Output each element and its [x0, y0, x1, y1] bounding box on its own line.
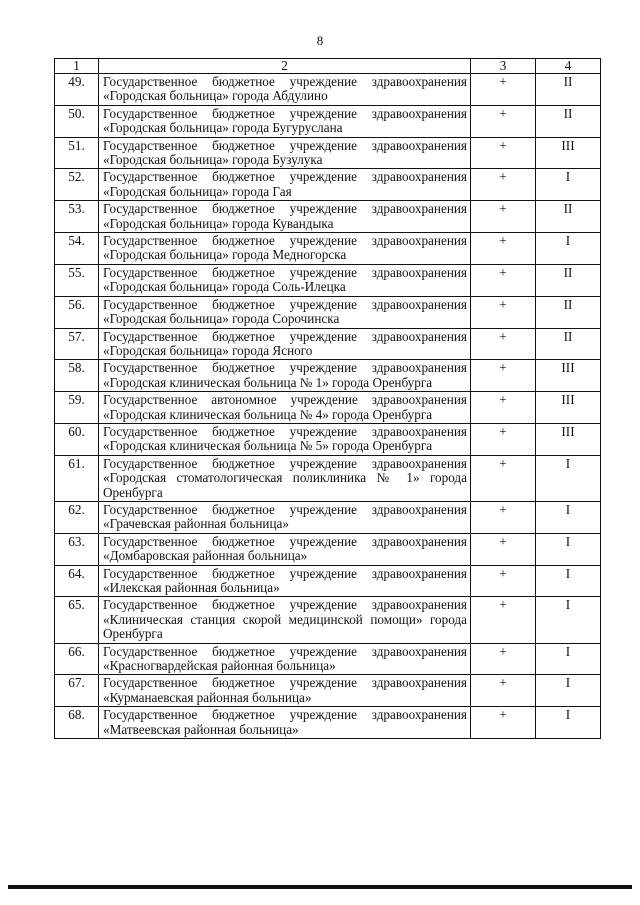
category-cell: I	[536, 643, 601, 675]
row-number: 57.	[55, 328, 99, 360]
category-cell: I	[536, 233, 601, 265]
row-number: 67.	[55, 675, 99, 707]
mark-cell: +	[471, 169, 536, 201]
table-row	[55, 296, 601, 328]
category-cell: I	[536, 565, 601, 597]
mark-cell: +	[471, 233, 536, 265]
row-number: 56.	[55, 296, 99, 328]
mark-cell: +	[471, 597, 536, 643]
institution-name: Государственное бюджетное учреждение здравоохранения «Курманаевская районная больница»	[99, 675, 471, 707]
row-number: 51.	[55, 137, 99, 169]
institution-name: Государственное бюджетное учреждение здравоохранения «Городская больница» города Ясного	[99, 328, 471, 360]
institution-name: Государственное бюджетное учреждение здравоохранения «Городская клиническая больница № 5» города Оренбурга	[99, 423, 471, 455]
mark-cell: +	[471, 264, 536, 296]
table-row	[55, 565, 601, 597]
row-number: 49.	[55, 74, 99, 106]
mark-cell: +	[471, 392, 536, 424]
institution-name: Государственное автономное учреждение здравоохранения «Городская клиническая больница № 4» города Оренбурга	[99, 392, 471, 424]
institution-name: Государственное бюджетное учреждение здравоохранения «Городская клиническая больница № 1» города Оренбурга	[99, 360, 471, 392]
institution-name: Государственное бюджетное учреждение здравоохранения «Красногвардейская районная больница»	[99, 643, 471, 675]
table-row	[55, 675, 601, 707]
table-row	[55, 392, 601, 424]
header-col-4: 4	[536, 59, 601, 74]
mark-cell: +	[471, 533, 536, 565]
table-row	[55, 360, 601, 392]
header-col-3: 3	[471, 59, 536, 74]
category-cell: I	[536, 707, 601, 739]
institution-name: Государственное бюджетное учреждение здравоохранения «Городская больница» города Абдулино	[99, 74, 471, 106]
category-cell: I	[536, 597, 601, 643]
institution-name: Государственное бюджетное учреждение здравоохранения «Городская больница» города Сорочинска	[99, 296, 471, 328]
category-cell: I	[536, 533, 601, 565]
mark-cell: +	[471, 201, 536, 233]
row-number: 63.	[55, 533, 99, 565]
table-row	[55, 264, 601, 296]
table-row	[55, 328, 601, 360]
category-cell: III	[536, 360, 601, 392]
institution-name: Государственное бюджетное учреждение здравоохранения «Городская больница» города Гая	[99, 169, 471, 201]
mark-cell: +	[471, 565, 536, 597]
institution-name: Государственное бюджетное учреждение здравоохранения «Городская больница» города Бугуруслана	[99, 105, 471, 137]
table-row	[55, 74, 601, 106]
table-row	[55, 455, 601, 501]
row-number: 52.	[55, 169, 99, 201]
category-cell: I	[536, 455, 601, 501]
category-cell: II	[536, 201, 601, 233]
table-row	[55, 533, 601, 565]
row-number: 50.	[55, 105, 99, 137]
institution-name: Государственное бюджетное учреждение здравоохранения «Городская больница» города Кувандыка	[99, 201, 471, 233]
category-cell: II	[536, 264, 601, 296]
category-cell: II	[536, 328, 601, 360]
category-cell: I	[536, 169, 601, 201]
table-row	[55, 707, 601, 739]
row-number: 54.	[55, 233, 99, 265]
row-number: 64.	[55, 565, 99, 597]
header-col-1: 1	[55, 59, 99, 74]
row-number: 68.	[55, 707, 99, 739]
row-number: 59.	[55, 392, 99, 424]
mark-cell: +	[471, 707, 536, 739]
table-row	[55, 501, 601, 533]
category-cell: II	[536, 105, 601, 137]
bottom-rule	[8, 885, 632, 889]
mark-cell: +	[471, 296, 536, 328]
row-number: 66.	[55, 643, 99, 675]
institution-name: Государственное бюджетное учреждение здравоохранения «Городская стоматологическая поликлиника № 1» города Оренбурга	[99, 455, 471, 501]
row-number: 55.	[55, 264, 99, 296]
category-cell: III	[536, 423, 601, 455]
row-number: 62.	[55, 501, 99, 533]
category-cell: II	[536, 296, 601, 328]
table-row	[55, 105, 601, 137]
header-row	[55, 59, 601, 74]
mark-cell: +	[471, 455, 536, 501]
mark-cell: +	[471, 105, 536, 137]
institution-name: Государственное бюджетное учреждение здравоохранения «Городская больница» города Бузулука	[99, 137, 471, 169]
mark-cell: +	[471, 137, 536, 169]
mark-cell: +	[471, 501, 536, 533]
row-number: 61.	[55, 455, 99, 501]
page-number: 8	[316, 33, 324, 48]
category-cell: I	[536, 675, 601, 707]
mark-cell: +	[471, 675, 536, 707]
institution-name: Государственное бюджетное учреждение здравоохранения «Клиническая станция скорой медицинской помощи» города Оренбурга	[99, 597, 471, 643]
row-number: 58.	[55, 360, 99, 392]
table-row	[55, 201, 601, 233]
table-row	[55, 643, 601, 675]
table-row	[55, 233, 601, 265]
institution-name: Государственное бюджетное учреждение здравоохранения «Илекская районная больница»	[99, 565, 471, 597]
mark-cell: +	[471, 360, 536, 392]
category-cell: III	[536, 392, 601, 424]
header-col-2: 2	[99, 59, 471, 74]
mark-cell: +	[471, 328, 536, 360]
table-header	[55, 59, 601, 74]
row-number: 60.	[55, 423, 99, 455]
category-cell: I	[536, 501, 601, 533]
institution-name: Государственное бюджетное учреждение здравоохранения «Городская больница» города Медногорска	[99, 233, 471, 265]
institutions-table	[54, 58, 601, 739]
mark-cell: +	[471, 74, 536, 106]
table-row	[55, 597, 601, 643]
table-row	[55, 169, 601, 201]
table-row	[55, 137, 601, 169]
table-row	[55, 423, 601, 455]
row-number: 65.	[55, 597, 99, 643]
mark-cell: +	[471, 423, 536, 455]
institution-name: Государственное бюджетное учреждение здравоохранения «Грачевская районная больница»	[99, 501, 471, 533]
institution-name: Государственное бюджетное учреждение здравоохранения «Матвеевская районная больница»	[99, 707, 471, 739]
category-cell: II	[536, 74, 601, 106]
category-cell: III	[536, 137, 601, 169]
institution-name: Государственное бюджетное учреждение здравоохранения «Домбаровская районная больница»	[99, 533, 471, 565]
row-number: 53.	[55, 201, 99, 233]
mark-cell: +	[471, 643, 536, 675]
table-body	[55, 74, 601, 739]
institution-name: Государственное бюджетное учреждение здравоохранения «Городская больница» города Соль-Илецка	[99, 264, 471, 296]
